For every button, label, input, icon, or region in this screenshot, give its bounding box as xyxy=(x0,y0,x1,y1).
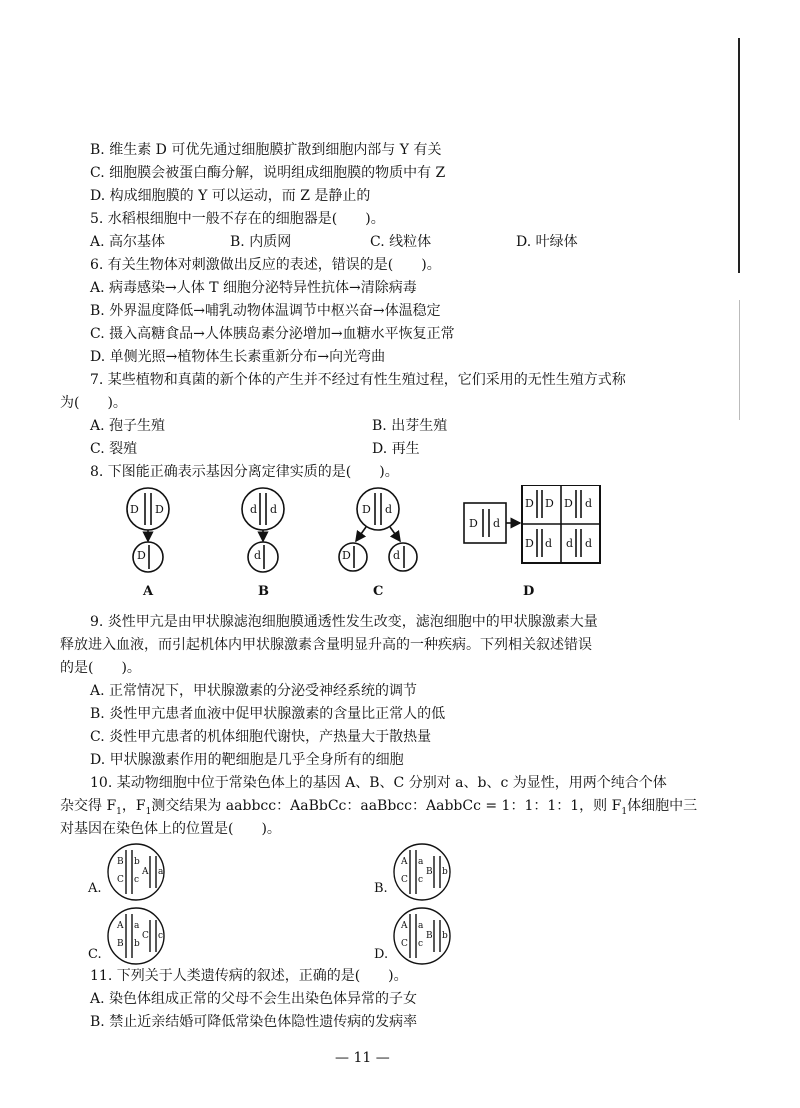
svg-text:B: B xyxy=(117,939,124,949)
svg-text:D: D xyxy=(564,497,573,510)
q10-label-d: D. xyxy=(374,947,389,962)
svg-text:c: c xyxy=(418,875,424,885)
page-number: — 11 — xyxy=(335,1050,390,1066)
q10-stem: 10. 某动物细胞中位于常染色体上的基因 A、B、C 分别对 a、b、c 为显性，用两个纯合个体 xyxy=(90,775,667,791)
svg-text:b: b xyxy=(442,867,448,877)
q4-option-d: D. 构成细胞膜的 Y 可以运动，而 Z 是静止的 xyxy=(90,188,371,204)
q10-stem-cont2: 对基因在染色体上的位置是( )。 xyxy=(60,821,281,837)
svg-text:D: D xyxy=(469,517,478,530)
svg-text:a: a xyxy=(158,867,164,877)
svg-text:c: c xyxy=(158,931,164,941)
page-edge-line xyxy=(738,38,740,273)
svg-text:D: D xyxy=(342,549,351,562)
q9-option-b: B. 炎性甲亢患者血液中促甲状腺激素的含量比正常人的低 xyxy=(90,706,446,722)
q7-stem: 7. 某些植物和真菌的新个体的产生并不经过有性生殖过程，它们采用的无性生殖方式称 xyxy=(90,372,626,388)
svg-text:D: D xyxy=(362,503,371,516)
q7-option-d: D. 再生 xyxy=(372,441,420,457)
svg-text:b: b xyxy=(442,931,448,941)
svg-text:D: D xyxy=(137,549,146,562)
q10-figure xyxy=(80,842,500,968)
q6-option-d: D. 单侧光照→植物体生长素重新分布→向光弯曲 xyxy=(90,349,386,365)
svg-text:b: b xyxy=(134,857,140,867)
svg-text:a: a xyxy=(418,857,424,867)
q10-label-a: A. xyxy=(88,881,102,896)
svg-text:A: A xyxy=(401,921,408,931)
svg-text:C: C xyxy=(142,931,149,941)
svg-text:d: d xyxy=(250,503,258,516)
q6-option-a: A. 病毒感染→人体 T 细胞分泌特异性抗体→清除病毒 xyxy=(90,280,417,296)
svg-text:a: a xyxy=(418,921,424,931)
q7-option-c: C. 裂殖 xyxy=(90,441,138,457)
q5-option-c: C. 线粒体 xyxy=(370,234,432,250)
svg-text:A: A xyxy=(142,867,149,877)
q10-stem-cont1: 杂交得 $F_1$，$F_1$测交结果为 aabbcc：AaBbCc：aaBbcc：AabbCc = 1：1：1：1，则 $F_1$体细胞中三 xyxy=(60,798,698,817)
svg-text:B: B xyxy=(426,867,433,877)
q8-label-c: C xyxy=(373,584,384,599)
q11-stem: 11. 下列关于人类遗传病的叙述，正确的是( )。 xyxy=(90,968,408,984)
q5-option-a: A. 高尔基体 xyxy=(90,234,166,250)
q9-option-a: A. 正常情况下，甲状腺激素的分泌受神经系统的调节 xyxy=(90,683,418,699)
q11-option-b: B. 禁止近亲结婚可降低常染色体隐性遗传病的发病率 xyxy=(90,1014,418,1030)
svg-text:D: D xyxy=(525,537,534,550)
q9-option-d: D. 甲状腺激素作用的靶细胞是几乎全身所有的细胞 xyxy=(90,752,404,768)
q5-option-b: B. 内质网 xyxy=(230,234,292,250)
svg-text:d: d xyxy=(545,537,553,550)
svg-text:b: b xyxy=(134,939,140,949)
svg-text:D: D xyxy=(545,497,554,510)
q6-option-c: C. 摄入高糖食品→人体胰岛素分泌增加→血糖水平恢复正常 xyxy=(90,326,455,342)
q8-stem: 8. 下图能正确表示基因分离定律实质的是( )。 xyxy=(90,464,399,480)
svg-text:D: D xyxy=(155,503,164,516)
svg-text:B: B xyxy=(117,857,124,867)
svg-text:A: A xyxy=(117,921,124,931)
svg-text:C: C xyxy=(401,939,408,949)
q5-stem: 5. 水稻根细胞中一般不存在的细胞器是( )。 xyxy=(90,211,385,227)
svg-text:C: C xyxy=(401,875,408,885)
q8-label-d: D xyxy=(523,584,535,599)
q9-option-c: C. 炎性甲亢患者的机体细胞代谢快，产热量大于散热量 xyxy=(90,729,432,745)
q8-label-a: A xyxy=(143,584,154,599)
q7-option-b: B. 出芽生殖 xyxy=(372,418,448,434)
q10-label-b: B. xyxy=(374,881,388,896)
svg-text:A: A xyxy=(401,857,408,867)
q9-stem: 9. 炎性甲亢是由甲状腺滤泡细胞膜通透性发生改变，滤泡细胞中的甲状腺激素大量 xyxy=(90,614,598,630)
svg-text:B: B xyxy=(426,931,433,941)
q8-diagram-a xyxy=(127,488,169,572)
q8-label-b: B xyxy=(258,584,269,599)
svg-text:d: d xyxy=(393,549,401,562)
q9-stem-cont1: 释放进入血液，而引起机体内甲状腺激素含量明显升高的一种疾病。下列相关叙述错误 xyxy=(60,637,592,653)
svg-text:C: C xyxy=(117,875,124,885)
q8-diagram-b xyxy=(242,488,284,572)
q8-figure xyxy=(100,485,620,605)
page-edge-line-faint xyxy=(739,300,740,420)
q4-option-c: C. 细胞膜会被蛋白酶分解，说明组成细胞膜的物质中有 Z xyxy=(90,165,446,181)
q10-label-c: C. xyxy=(88,947,102,962)
svg-text:d: d xyxy=(566,537,574,550)
svg-text:c: c xyxy=(418,939,424,949)
q9-stem-cont2: 的是( )。 xyxy=(60,660,141,676)
svg-text:d: d xyxy=(254,549,262,562)
q6-stem: 6. 有关生物体对刺激做出反应的表述，错误的是( )。 xyxy=(90,257,441,273)
q11-option-a: A. 染色体组成正常的父母不会生出染色体异常的子女 xyxy=(90,991,418,1007)
svg-text:d: d xyxy=(585,497,593,510)
q6-option-b: B. 外界温度降低→哺乳动物体温调节中枢兴奋→体温稳定 xyxy=(90,303,441,319)
svg-text:D: D xyxy=(130,503,139,516)
q5-option-d: D. 叶绿体 xyxy=(516,234,578,250)
svg-text:d: d xyxy=(270,503,278,516)
q7-option-a: A. 孢子生殖 xyxy=(90,418,166,434)
svg-text:c: c xyxy=(134,875,140,885)
svg-text:D: D xyxy=(525,497,534,510)
q7-stem-cont: 为( )。 xyxy=(60,395,127,411)
svg-text:d: d xyxy=(493,517,501,530)
svg-text:d: d xyxy=(585,537,593,550)
q4-option-b: B. 维生素 D 可优先通过细胞膜扩散到细胞内部与 Y 有关 xyxy=(90,142,442,158)
svg-text:d: d xyxy=(385,503,393,516)
svg-text:a: a xyxy=(134,921,140,931)
